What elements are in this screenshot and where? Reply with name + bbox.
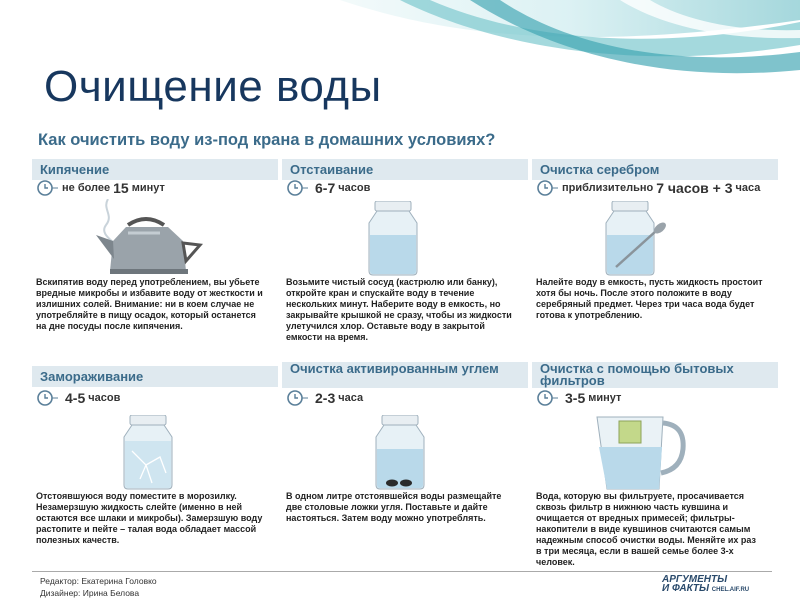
section-label-silver: Очистка серебром [532,159,778,180]
duration-filters: 3-5 минут [536,389,621,407]
poster-heading: Как очистить воду из-под крана в домашних условиях? [38,131,496,149]
description-charcoal: В одном литре отстоявшейся воды размещайте две столовые ложки угля. Поставьте и дайте настояться. Затем воду можно употреблять. [286,491,502,523]
jar-with-charcoal-icon [370,415,430,490]
duration-silver: приблизительно 7 часов + 3 часа [536,179,760,197]
description-filters: Вода, которую вы фильтруете, просачивается сквозь фильтр в нижнюю часть кувшина и очищается от вредных примесей; фильтры-накопители в виде кувшинов считаются самым надежным способ очистки воды. Меняйте их раз в три месяца, если в вашей семье более 3-х человек. [536,491,757,567]
description-boiling: Вскипятив воду перед употреблением, вы убьете вредные микробы и избавите воду от жесткости и излишних солей. Внимание: ни в коем случае не употребляйте в пищу осадок, который останется на дне посуды после кипячения. [36,277,263,331]
section-label-settling: Отстаивание [282,159,528,180]
duration-charcoal: 2-3 часа [286,389,363,407]
jar-with-spoon-icon [600,201,670,276]
clock-icon [36,179,58,197]
clock-icon [286,389,308,407]
kettle-icon [88,199,208,279]
infographic-poster [18,119,782,600]
frozen-jar-icon [118,415,178,490]
description-settling: Возьмите чистый сосуд (кастрюлю или банку), откройте кран и спускайте воду в течение нескольких минут. Наберите воду в емкость, но закрывайте крышкой не сразу, чтобы из жидкости улетучился хлор. Оставьте воду в закрытой емкости на время. [286,277,512,342]
duration-settling: 6-7 часов [286,179,370,197]
section-label-filters: Очистка с помощью бытовых фильтров [532,362,778,388]
description-silver: Налейте воду в емкость, пусть жидкость простоит хотя бы ночь. После этого положите в воду серебряный предмет. Через три часа вода будет готова к употреблению. [536,277,763,320]
editor-credit: Редактор: Екатерина Головко [40,576,157,586]
slide-title: Очищение воды [44,62,382,111]
description-freezing: Отстоявшуюся воду поместите в морозилку. Незамерзшую жидкость слейте (именно в ней остаются все шлаки и микробы). Замерзшую воду растопите и пейте – талая вода обладает массой полезных качеств. [36,491,263,545]
clock-icon [536,179,558,197]
section-label-boiling: Кипячение [32,159,278,180]
section-label-charcoal: Очистка активированным углем [282,362,528,388]
clock-icon [536,389,558,407]
jar-icon [363,201,423,276]
section-label-freezing: Замораживание [32,366,278,387]
filter-pitcher-icon [593,413,693,493]
brand-logo: АРГУМЕНТЫ И ФАКТЫ CHEL.AIF.RU [662,574,750,594]
designer-credit: Дизайнер: Ирина Белова [40,588,140,598]
duration-freezing: 4-5 часов [36,389,120,407]
clock-icon [286,179,308,197]
duration-boiling: не более 15 минут [36,179,165,197]
clock-icon [36,389,58,407]
